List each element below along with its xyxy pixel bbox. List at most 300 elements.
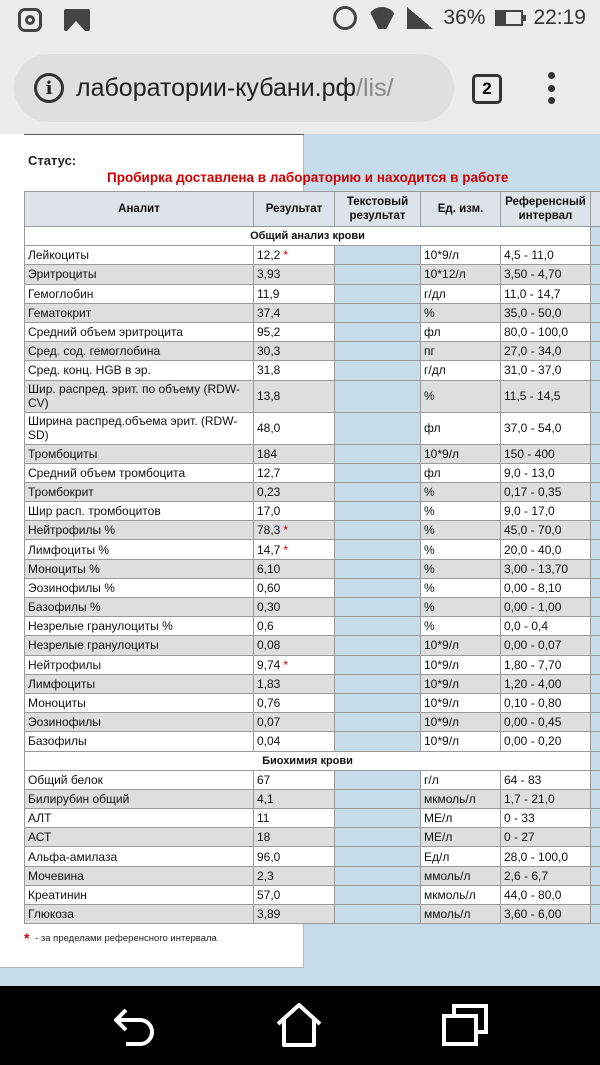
text-result [335,284,421,303]
result-value: 18 [257,830,271,845]
unit: фл [421,322,501,341]
table-row [25,809,600,828]
analyte-name: Мочевина [25,866,254,885]
text-result [335,361,421,380]
browser-toolbar [0,42,600,134]
table-row [25,693,600,712]
extra-cell [591,380,600,412]
table-row [25,866,600,885]
result-cell [254,412,335,444]
analyte-name: Гемоглобин [25,284,254,303]
reference-range: 0,0 - 0,4 [501,617,591,636]
table-row [25,885,600,904]
footnote [24,930,217,946]
reference-range: 28,0 - 100,0 [501,847,591,866]
overflow-menu-icon[interactable] [548,72,556,104]
result-cell [254,655,335,674]
analyte-name: Общий белок [25,770,254,789]
result-value: 0,76 [257,696,281,711]
result-cell [254,246,335,265]
gallery-icon [64,9,90,31]
analyte-name: Ширина распред.объема эрит. (RDW-SD) [25,412,254,444]
unit: % [421,559,501,578]
text-result [335,559,421,578]
result-value: 31,8 [257,363,281,378]
analyte-name: Лимфоциты % [25,540,254,559]
result-value: 48,0 [257,421,281,435]
result-cell [254,322,335,341]
out-of-range-flag: * [283,523,289,538]
unit: г/дл [421,284,501,303]
table-row [25,847,600,866]
result-cell [254,578,335,597]
section-title: Общий анализ крови [25,227,591,246]
result-cell [254,789,335,808]
extra-cell [591,265,600,284]
result-value: 0,30 [257,600,281,615]
text-result [335,303,421,322]
unit: 10*12/л [421,265,501,284]
section-row [25,751,600,770]
result-value: 11 [257,811,270,826]
analyte-name: АЛТ [25,809,254,828]
unit: % [421,380,501,412]
unit: % [421,303,501,322]
table-row [25,636,600,655]
unit: 10*9/л [421,713,501,732]
result-value: 17,0 [257,504,281,519]
result-value: 78,3 [257,523,281,538]
reference-range: 80,0 - 100,0 [501,322,591,341]
table-row [25,463,600,482]
table-row [25,770,600,789]
result-cell [254,342,335,361]
result-value: 12,7 [257,465,281,480]
unit: мкмоль/л [421,789,501,808]
extra-cell [591,847,600,866]
result-value: 12,2 [257,248,281,263]
reference-range: 0,00 - 0,20 [501,732,591,751]
extra-cell [591,521,600,540]
text-result [335,885,421,904]
text-result [335,693,421,712]
unit: % [421,598,501,617]
text-result [335,482,421,501]
alarm-icon [333,6,357,30]
result-cell [254,502,335,521]
extra-cell [591,866,600,885]
column-header-extra [591,192,600,227]
page-content [0,134,600,986]
footnote-text: - за пределами референсного интервала [32,933,217,944]
text-result [335,265,421,284]
extra-cell [591,789,600,808]
reference-range: 0,00 - 0,45 [501,713,591,732]
reference-range: 1,80 - 7,70 [501,655,591,674]
system-icons [333,6,586,30]
result-cell [254,713,335,732]
extra-cell [591,885,600,904]
extra-cell [591,361,600,380]
text-result [335,674,421,693]
extra-cell [591,284,600,303]
status-bar [0,0,600,42]
wifi-icon [367,7,397,29]
unit: % [421,482,501,501]
result-cell [254,847,335,866]
column-header: Аналит [25,192,254,227]
result-value: 0,04 [257,734,281,749]
unit: МЕ/л [421,809,501,828]
table-body [25,227,600,924]
table-row [25,284,600,303]
reference-range: 1,7 - 21,0 [501,789,591,808]
extra-cell [591,655,600,674]
text-result [335,521,421,540]
text-result [335,540,421,559]
result-value: 1,83 [257,676,281,691]
clock: 22:19 [533,6,586,29]
reference-range: 1,20 - 4,00 [501,674,591,693]
table-row [25,342,600,361]
extra-cell [591,732,600,751]
reference-range: 150 - 400 [501,444,591,463]
table-row [25,578,600,597]
reference-range: 0,00 - 1,00 [501,598,591,617]
reference-range: 31,0 - 37,0 [501,361,591,380]
text-result [335,847,421,866]
unit: г/л [421,770,501,789]
table-row [25,655,600,674]
result-cell [254,732,335,751]
table-header [25,192,600,227]
unit: МЕ/л [421,828,501,847]
unit: % [421,540,501,559]
result-cell [254,380,335,412]
table-row [25,322,600,341]
table-row [25,617,600,636]
url-host: лаборатории-кубани.рф [76,73,357,102]
reference-range: 9,0 - 13,0 [501,463,591,482]
url-path: /lis/ [356,73,394,102]
table-row [25,789,600,808]
text-result [335,322,421,341]
back-arrow-icon[interactable] [110,1002,160,1048]
unit: 10*9/л [421,636,501,655]
unit: мкмоль/л [421,885,501,904]
result-value: 30,3 [257,344,281,359]
analyte-name: Сред. конц. HGB в эр. [25,361,254,380]
result-cell [254,636,335,655]
reference-range: 44,0 - 80,0 [501,885,591,904]
reference-range: 3,60 - 6,00 [501,905,591,924]
reference-range: 3,00 - 13,70 [501,559,591,578]
text-result [335,617,421,636]
extra-cell [591,463,600,482]
analyte-name: Нейтрофилы % [25,521,254,540]
result-cell [254,540,335,559]
analyte-name: Средний объем эритроцита [25,322,254,341]
text-result [335,866,421,885]
analyte-name: Креатинин [25,885,254,904]
analyte-name: Нейтрофилы [25,655,254,674]
reference-range: 0,10 - 0,80 [501,693,591,712]
battery-percent: 36% [443,6,486,29]
unit: фл [421,412,501,444]
result-value: 0,60 [257,580,281,595]
out-of-range-flag: * [283,542,289,557]
extra-cell [591,713,600,732]
result-cell [254,463,335,482]
reference-range: 11,5 - 14,5 [501,380,591,412]
table-row [25,412,600,444]
extra-cell [591,809,600,828]
analyte-name: Альфа-амилаза [25,847,254,866]
unit: 10*9/л [421,674,501,693]
result-value: 3,89 [257,907,281,922]
table-row [25,521,600,540]
result-value: 13,8 [257,389,281,403]
result-cell [254,482,335,501]
result-cell [254,361,335,380]
home-icon[interactable] [274,1002,324,1048]
extra-cell [591,770,600,789]
extra-cell [591,693,600,712]
footnote-star: * [24,930,30,946]
analyte-name: Тромбоциты [25,444,254,463]
text-result [335,342,421,361]
result-value: 37,4 [257,305,281,320]
navigation-bar [0,986,600,1065]
analyte-name: Средний объем тромбоцита [25,463,254,482]
result-value: 6,10 [257,561,281,576]
unit: 10*9/л [421,693,501,712]
analyte-name: Эозинофилы [25,713,254,732]
unit: 10*9/л [421,732,501,751]
results-table [24,191,600,924]
analyte-name: Моноциты % [25,559,254,578]
text-result [335,770,421,789]
result-cell [254,828,335,847]
tab-switcher-button[interactable]: 2 [472,74,502,104]
result-value: 4,1 [257,791,274,806]
result-cell [254,521,335,540]
unit: % [421,617,501,636]
table-row [25,380,600,412]
reference-range: 27,0 - 34,0 [501,342,591,361]
recent-apps-icon[interactable] [440,1002,490,1048]
analyte-name: Незрелые гранулоциты [25,636,254,655]
table-row [25,598,600,617]
extra-cell [591,674,600,693]
analyte-name: Билирубин общий [25,789,254,808]
result-cell [254,598,335,617]
result-value: 0,6 [257,619,274,634]
result-value: 0,07 [257,715,281,730]
unit: % [421,521,501,540]
extra-cell [591,828,600,847]
result-cell [254,617,335,636]
instagram-icon [18,8,42,32]
info-icon[interactable]: i [34,73,64,103]
unit: ммоль/л [421,866,501,885]
unit: % [421,502,501,521]
extra-cell [591,636,600,655]
notification-icons [18,8,90,32]
analyte-name: Эритроциты [25,265,254,284]
table-row [25,303,600,322]
reference-range: 0 - 33 [501,809,591,828]
text-result [335,655,421,674]
analyte-name: Базофилы % [25,598,254,617]
text-result [335,732,421,751]
table-row [25,361,600,380]
analyte-name: Гематокрит [25,303,254,322]
result-cell [254,303,335,322]
unit: Ед/л [421,847,501,866]
text-result [335,444,421,463]
reference-range: 3,50 - 4,70 [501,265,591,284]
result-cell [254,265,335,284]
text-result [335,809,421,828]
analyte-name: Моноциты [25,693,254,712]
unit: пг [421,342,501,361]
analyte-name: АСТ [25,828,254,847]
reference-range: 11,0 - 14,7 [501,284,591,303]
text-result [335,828,421,847]
result-cell [254,674,335,693]
text-result [335,598,421,617]
column-header: Референсный интервал [501,192,591,227]
extra-cell [591,502,600,521]
battery-icon [495,10,523,26]
unit: % [421,578,501,597]
extra-cell [591,412,600,444]
result-value: 0,23 [257,484,281,499]
unit: ммоль/л [421,905,501,924]
analyte-name: Лимфоциты [25,674,254,693]
result-cell [254,284,335,303]
text-result [335,412,421,444]
text-result [335,578,421,597]
table-row [25,540,600,559]
result-value: 0,08 [257,638,281,653]
result-value: 9,74 [257,657,281,672]
text-result [335,789,421,808]
section-title: Биохимия крови [25,751,591,770]
text-result [335,463,421,482]
result-cell [254,866,335,885]
text-result [335,905,421,924]
out-of-range-flag: * [283,657,289,672]
table-row [25,674,600,693]
unit: фл [421,463,501,482]
reference-range: 37,0 - 54,0 [501,412,591,444]
text-result [335,502,421,521]
unit: 10*9/л [421,246,501,265]
result-cell [254,905,335,924]
out-of-range-flag: * [283,248,289,263]
divider [24,134,304,135]
reference-range: 2,6 - 6,7 [501,866,591,885]
column-header: Ед. изм. [421,192,501,227]
reference-range: 4,5 - 11,0 [501,246,591,265]
analyte-name: Шир расп. тромбоцитов [25,502,254,521]
reference-range: 20,0 - 40,0 [501,540,591,559]
analyte-name: Тромбокрит [25,482,254,501]
status-label: Статус: [28,153,77,168]
extra-cell [591,444,600,463]
table-row [25,502,600,521]
reference-range: 0 - 27 [501,828,591,847]
result-value: 3,93 [257,267,281,282]
table-row [25,265,600,284]
extra-cell [591,598,600,617]
extra-cell [591,578,600,597]
unit: 10*9/л [421,444,501,463]
text-result [335,380,421,412]
table-row [25,559,600,578]
unit: 10*9/л [421,655,501,674]
extra-cell [591,342,600,361]
analyte-name: Глюкоза [25,905,254,924]
result-cell [254,559,335,578]
result-value: 184 [257,446,278,461]
unit: г/дл [421,361,501,380]
column-header: Текстовый результат [335,192,421,227]
text-result [335,246,421,265]
address-bar[interactable] [14,54,454,122]
analyte-name: Базофилы [25,732,254,751]
extra-cell [591,905,600,924]
signal-icon [407,7,433,29]
extra-cell [591,246,600,265]
table-row [25,713,600,732]
extra-cell [591,227,600,246]
column-header: Результат [254,192,335,227]
extra-cell [591,540,600,559]
reference-range: 64 - 83 [501,770,591,789]
extra-cell [591,322,600,341]
table-row [25,905,600,924]
result-cell [254,444,335,463]
table-row [25,444,600,463]
extra-cell [591,303,600,322]
table-row [25,246,600,265]
result-value: 11,9 [257,286,280,301]
result-cell [254,809,335,828]
reference-range: 0,00 - 0,07 [501,636,591,655]
text-result [335,713,421,732]
section-row [25,227,600,246]
extra-cell [591,617,600,636]
analyte-name: Шир. распред. эрит. по объему (RDW-CV) [25,380,254,412]
reference-range: 0,17 - 0,35 [501,482,591,501]
result-cell [254,693,335,712]
table-row [25,482,600,501]
analyte-name: Сред. сод. гемоглобина [25,342,254,361]
extra-cell [591,482,600,501]
reference-range: 9,0 - 17,0 [501,502,591,521]
extra-cell [591,559,600,578]
reference-range: 45,0 - 70,0 [501,521,591,540]
reference-range: 35,0 - 50,0 [501,303,591,322]
result-cell [254,885,335,904]
text-result [335,636,421,655]
analyte-name: Лейкоциты [25,246,254,265]
table-row [25,732,600,751]
result-value: 2,3 [257,868,274,883]
